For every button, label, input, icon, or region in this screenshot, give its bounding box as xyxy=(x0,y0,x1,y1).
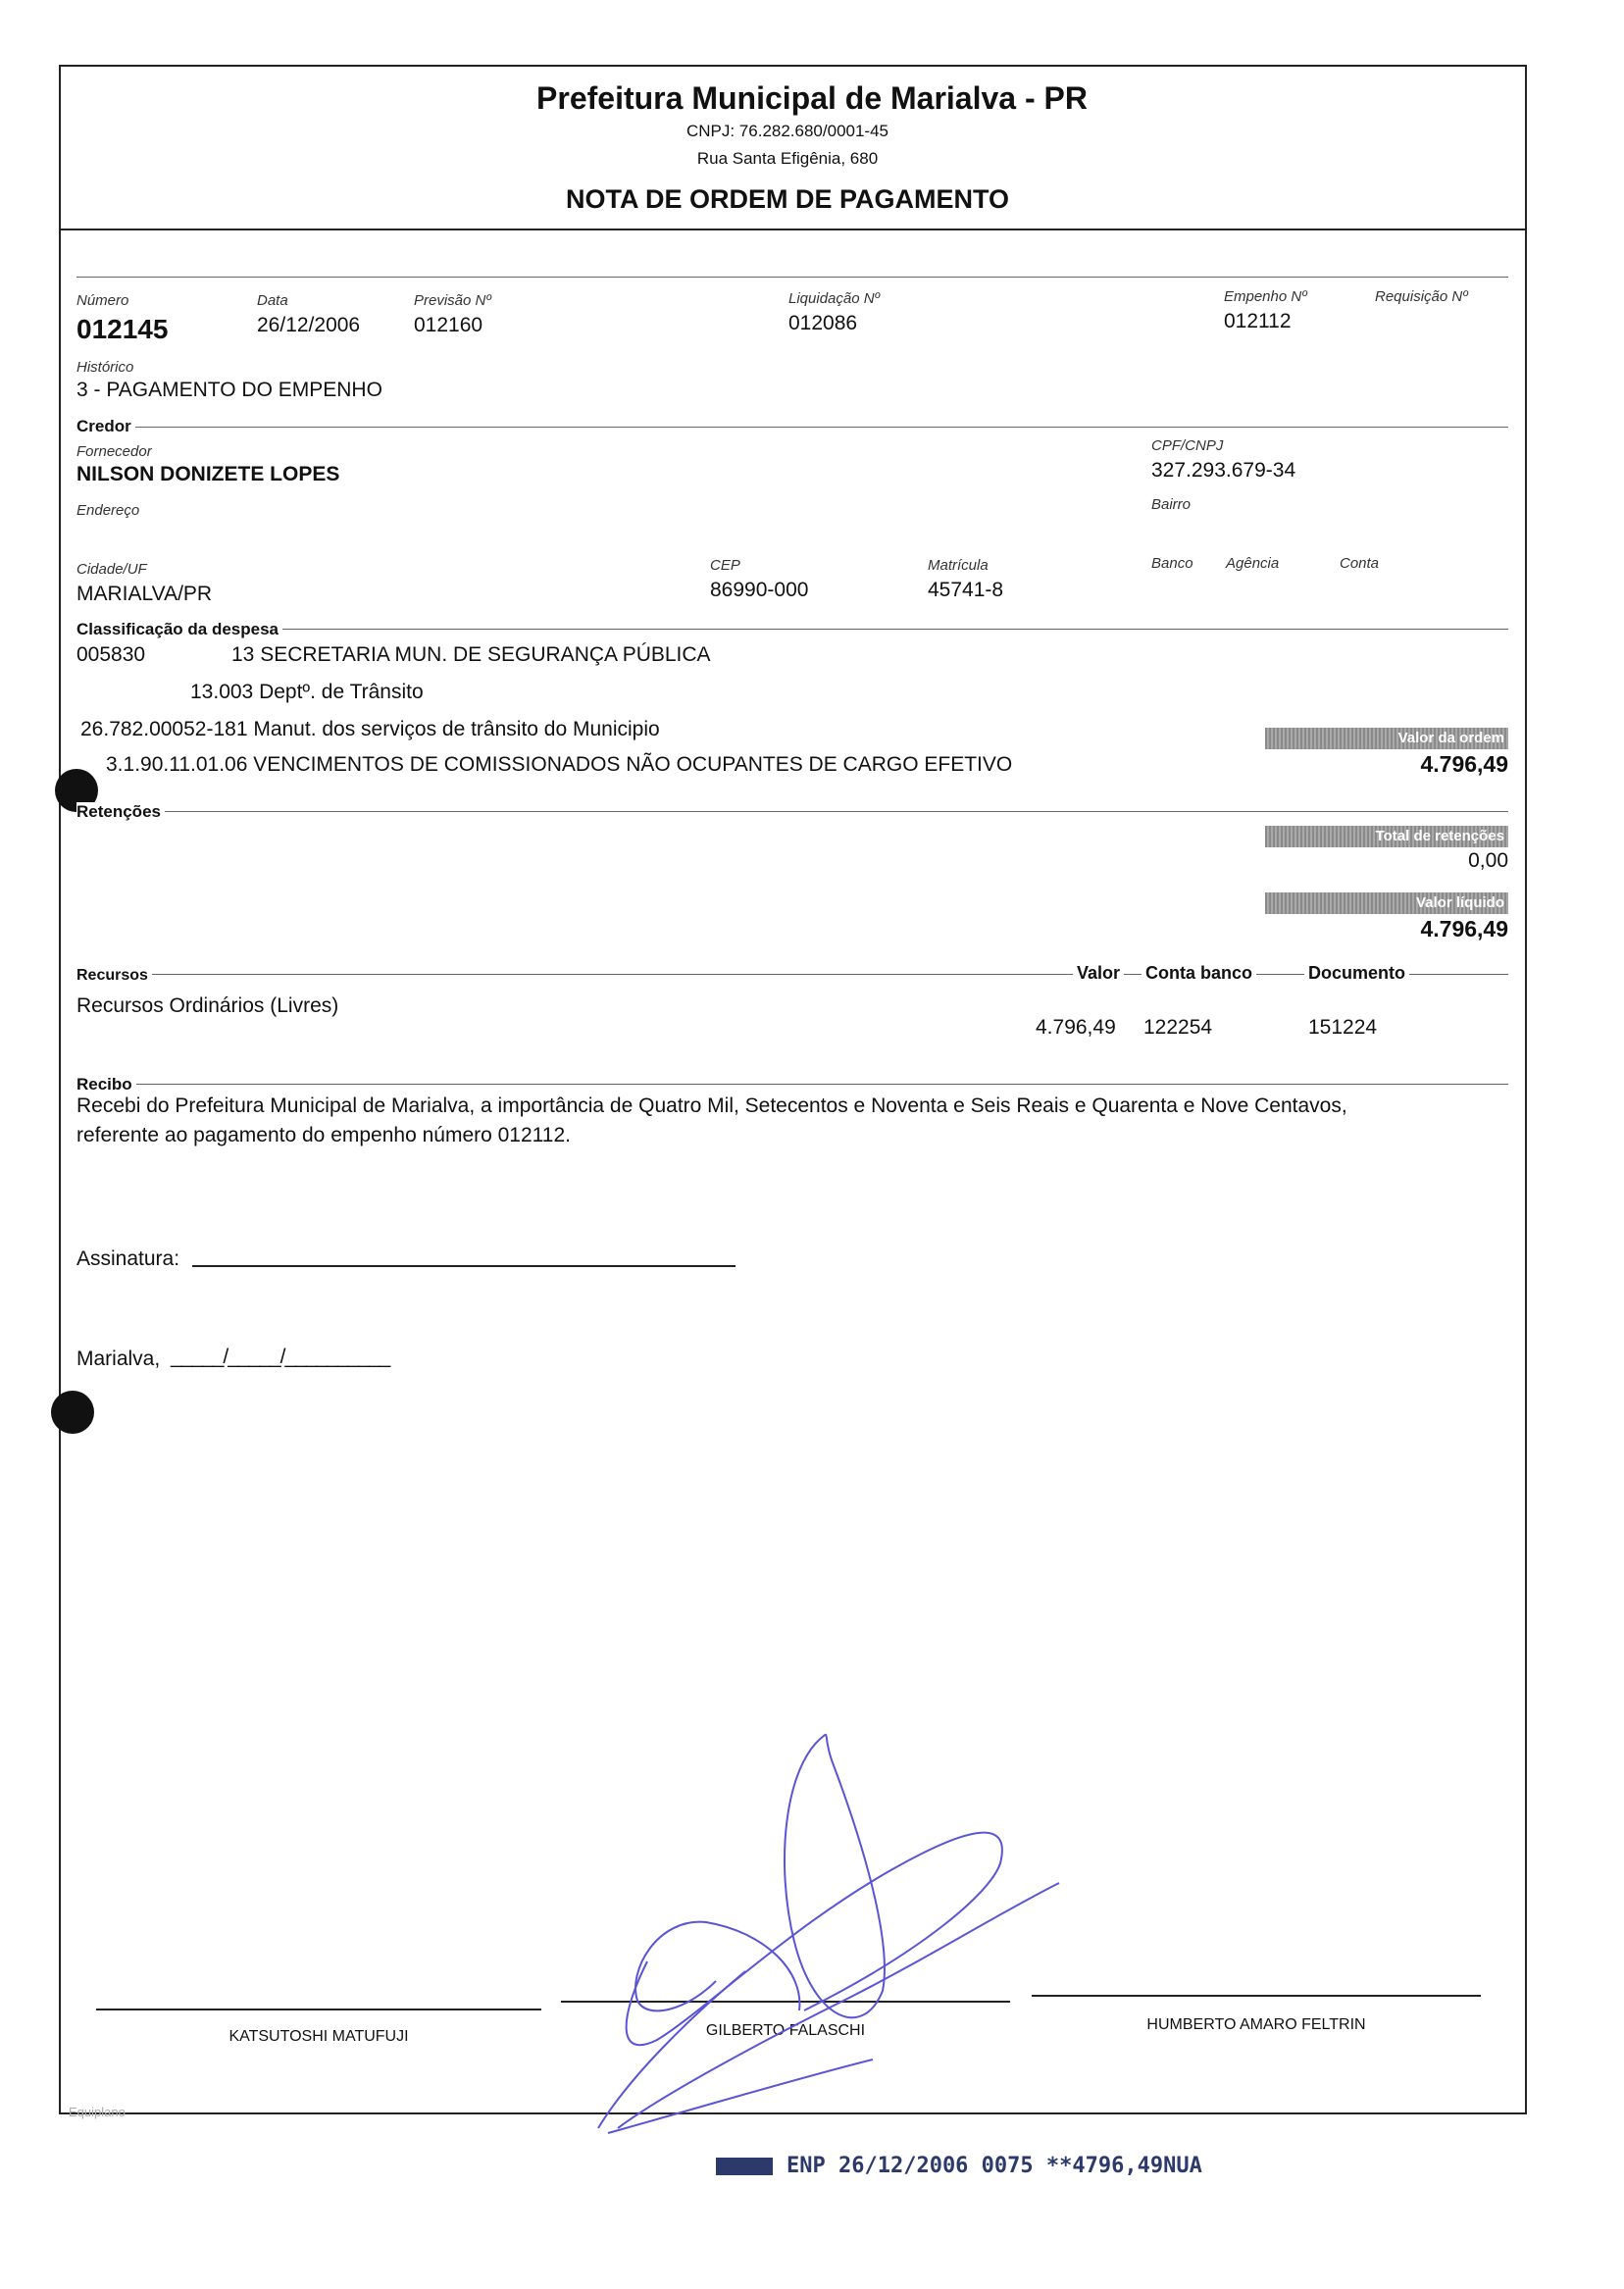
empenho-label: Empenho Nº xyxy=(1224,288,1307,305)
classificacao-rule xyxy=(76,629,1508,630)
signatory-1: KATSUTOSHI MATUFUJI xyxy=(228,2028,409,2045)
document-title: NOTA DE ORDEM DE PAGAMENTO xyxy=(565,184,1009,214)
recursos-documento: 151224 xyxy=(1308,1016,1378,1039)
secretaria-text: 13 SECRETARIA MUN. DE SEGURANÇA PÚBLICA xyxy=(231,643,711,666)
requisicao-label: Requisição Nº xyxy=(1375,288,1468,305)
valor-ordem-amount: 4.796,49 xyxy=(1420,751,1508,777)
cep-label: CEP xyxy=(710,557,740,574)
recibo-text-line1: Recebi do Prefeitura Municipal de Marialva, a importância de Quatro Mil, Setecentos e Noventa e Seis Reais e Quarenta e Nove Centavos, xyxy=(76,1094,1347,1117)
assinatura-line xyxy=(192,1265,736,1267)
fornecedor-value: NILSON DONIZETE LOPES xyxy=(76,463,340,485)
banco-label: Banco xyxy=(1151,555,1193,572)
assinatura-label: Assinatura: xyxy=(76,1247,180,1270)
data-value: 26/12/2006 xyxy=(257,314,361,336)
signature-line-3 xyxy=(1032,1995,1481,1997)
total-retencoes-amount: 0,00 xyxy=(1468,849,1508,872)
recursos-documento-header: Documento xyxy=(1304,963,1409,984)
recursos-conta: 122254 xyxy=(1143,1016,1213,1039)
cidade-label: Cidade/UF xyxy=(76,561,147,578)
cnpj-text: CNPJ: 76.282.680/0001-45 xyxy=(685,122,889,140)
cpf-label: CPF/CNPJ xyxy=(1151,437,1224,454)
recibo-rule xyxy=(76,1084,1508,1085)
credor-section-title: Credor xyxy=(76,417,135,436)
valor-liquido-bar: Valor líquido xyxy=(1265,892,1508,914)
agencia-label: Agência xyxy=(1226,555,1280,572)
punch-hole xyxy=(51,1391,94,1434)
liquidacao-label: Liquidação Nº xyxy=(788,290,881,307)
software-brand: Equiplano xyxy=(69,2105,126,2119)
recursos-rule xyxy=(76,974,1508,975)
address-text: Rua Santa Efigênia, 680 xyxy=(696,149,879,168)
historico-value: 3 - PAGAMENTO DO EMPENHO xyxy=(76,379,382,401)
signatory-2: GILBERTO FALASCHI xyxy=(705,2022,866,2039)
cidade-value: MARIALVA/PR xyxy=(76,583,213,605)
cpf-value: 327.293.679-34 xyxy=(1151,459,1296,482)
projeto-text: 26.782.00052-181 Manut. dos serviços de trânsito do Municipio xyxy=(80,718,660,740)
stamp-logo xyxy=(716,2158,773,2175)
payment-stamp xyxy=(716,2154,1202,2178)
page-title: Prefeitura Municipal de Marialva - PR xyxy=(536,80,1088,116)
previsao-label: Previsão Nº xyxy=(414,292,491,309)
fornecedor-label: Fornecedor xyxy=(76,443,152,460)
previsao-value: 012160 xyxy=(414,314,483,336)
endereco-label: Endereço xyxy=(76,502,140,519)
elemento-despesa-text: 3.1.90.11.01.06 VENCIMENTOS DE COMISSIONADOS NÃO OCUPANTES DE CARGO EFETIVO xyxy=(106,753,1013,776)
cep-value: 86990-000 xyxy=(710,579,809,601)
valor-ordem-bar: Valor da ordem xyxy=(1265,728,1508,749)
numero-value: 012145 xyxy=(76,314,169,344)
numero-label: Número xyxy=(76,292,129,309)
total-retencoes-bar: Total de retenções xyxy=(1265,826,1508,847)
bairro-label: Bairro xyxy=(1151,496,1192,513)
matricula-label: Matrícula xyxy=(928,557,989,574)
recibo-text-line2: referente ao pagamento do empenho número 012112. xyxy=(76,1124,571,1146)
recursos-conta-header: Conta banco xyxy=(1142,963,1256,984)
classificacao-section-title: Classificação da despesa xyxy=(76,620,282,639)
signature-line-1 xyxy=(96,2009,541,2010)
valor-liquido-amount: 4.796,49 xyxy=(1420,916,1508,941)
recursos-section-title: Recursos xyxy=(76,967,152,985)
recursos-valor: 4.796,49 xyxy=(1036,1016,1116,1039)
classificacao-code: 005830 xyxy=(76,643,146,666)
header-divider xyxy=(59,229,1527,230)
empenho-value: 012112 xyxy=(1224,310,1292,332)
retencoes-rule xyxy=(76,811,1508,812)
date-blank: _____/_____/__________ xyxy=(171,1346,390,1368)
recursos-valor-header: Valor xyxy=(1073,963,1124,984)
historico-label: Histórico xyxy=(76,359,134,376)
ids-top-rule xyxy=(76,277,1508,278)
data-label: Data xyxy=(257,292,288,309)
signatory-3: HUMBERTO AMARO FELTRIN xyxy=(1146,2016,1366,2033)
departamento-text: 13.003 Deptº. de Trânsito xyxy=(190,681,424,703)
recibo-section-title: Recibo xyxy=(76,1075,136,1094)
handwritten-signature xyxy=(549,1726,1079,2138)
liquidacao-value: 012086 xyxy=(788,312,858,334)
retencoes-section-title: Retenções xyxy=(76,802,165,822)
recursos-name: Recursos Ordinários (Livres) xyxy=(76,994,339,1017)
matricula-value: 45741-8 xyxy=(928,579,1004,601)
stamp-text: ENP 26/12/2006 0075 **4796,49NUA xyxy=(787,2154,1202,2178)
place-label: Marialva, xyxy=(76,1348,161,1370)
conta-label: Conta xyxy=(1340,555,1380,572)
credor-rule xyxy=(76,427,1508,428)
